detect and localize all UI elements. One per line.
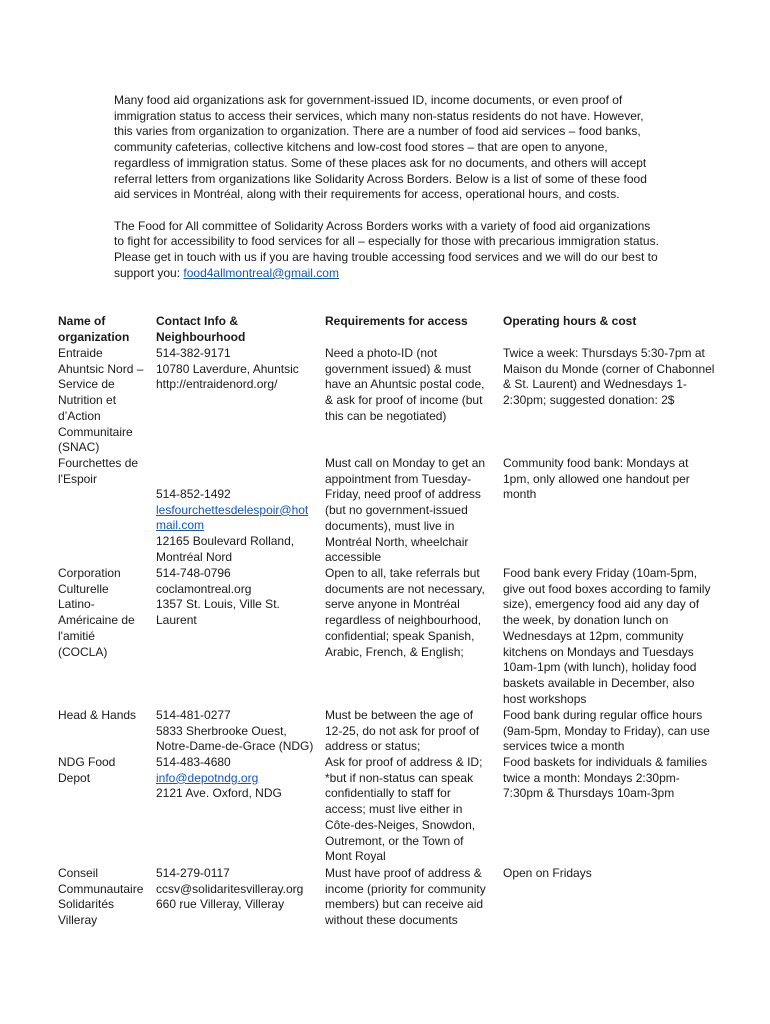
row-4-requirements: Must be between the age of 12-25, do not ask for proof of address or status;: [325, 708, 480, 754]
row-1-hours: Twice a week: Thursdays 5:30-7pm at Maison du Monde (corner of Chabonnel & St. Laurent) and Wednesdays 1-2:30pm; suggested donation: 2$: [503, 346, 715, 408]
row-5-phone: 514-483-4680: [156, 755, 231, 769]
row-3-hours: Food bank every Friday (10am-5pm, give out food boxes according to family size), emergency food aid any day of the week, by donation lunch on Wednesdays at 12pm, community kitchens on Mondays and Tuesdays 10am-1pm (with lunch), holiday food baskets available in December, also host workshops: [503, 566, 711, 706]
row-3-name: Corporation Culturelle Latino-Américaine de l'amitié (COCLA): [58, 566, 135, 659]
row-2-contact: [156, 487, 316, 566]
intro-paragraph-1: Many food aid organizations ask for government-issued ID, income documents, or even proof of immigration status to access their services, which many non-status residents do not have. However, this varies from organization to organization. There are a number of food aid services – food banks, community cafeterias, collective kitchens and low-cost food stores – that are open to anyone, regardless of immigration status. Some of these places ask for no documents, and others will accept referral letters from organizations like Solidarity Across Borders. Below is a list of some of these food aid services in Montréal, along with their requirements for access, operational hours, and costs.: [114, 93, 647, 202]
row-2-address: 12165 Boulevard Rolland, Montréal Nord: [156, 534, 295, 564]
row-1-website: http://entraidenord.org/: [156, 377, 278, 392]
row-3-website: coclamontreal.org: [156, 581, 252, 596]
row-3-address: 1357 St. Louis, Ville St. Laurent: [156, 597, 280, 628]
row-4-address: 5833 Sherbrooke Ouest, Notre-Dame-de-Grace (NDG): [156, 723, 314, 754]
row-5-requirements: Ask for proof of address & ID; *but if non-status can speak confidentially to staff for access; must live either in Côte-des-Neiges, Snowdon, Outremont, or the Town of Mont Royal: [325, 755, 483, 864]
header-name: Name of organization: [58, 314, 130, 344]
row-1-address: 10780 Laverdure, Ahuntsic: [156, 361, 299, 376]
intro-paragraph-2-text: The Food for All committee of Solidarity Across Borders works with a variety of food aid organizations to fight for accessibility to food services for all – especially for those with precarious immigration status. Please get in touch with us if you are having trouble accessing food services and we will do our best to support you:: [114, 218, 659, 280]
row-5-name: NDG Food Depot: [58, 755, 116, 785]
contact-email-link[interactable]: food4allmontreal@gmail.com: [183, 265, 339, 280]
row-4-contact: [156, 708, 316, 755]
row-5-hours: Food baskets for individuals & families twice a month: Mondays 2:30pm-7:30pm & Thursdays 10am-3pm: [503, 755, 708, 801]
row-5-email-link[interactable]: info@depotndg.org: [156, 770, 259, 785]
row-2-phone: 514-852-1492: [156, 487, 231, 501]
header-hours: Operating hours & cost: [503, 314, 637, 328]
row-2-name: Fourchettes de l'Espoir: [58, 456, 139, 486]
row-3-contact: [156, 566, 316, 629]
intro-section: [114, 93, 659, 281]
row-1-phone: 514-382-9171: [156, 346, 231, 360]
row-5-contact: [156, 755, 316, 802]
row-1-contact: [156, 346, 316, 393]
row-6-email: ccsv@solidaritesvilleray.org: [156, 881, 304, 896]
row-6-phone: 514-279-0117: [156, 866, 230, 880]
row-2-requirements: Must call on Monday to get an appointment from Tuesday-Friday, need proof of address (but no government-issued documents), must live in Montréal North, wheelchair accessible: [325, 456, 486, 565]
row-5-address: 2121 Ave. Oxford, NDG: [156, 786, 282, 801]
row-2-hours: Community food bank: Mondays at 1pm, only allowed one handout per month: [503, 456, 690, 502]
row-1-requirements: Need a photo-ID (not government issued) & must have an Ahuntsic postal code, & ask for proof of income (but this can be negotiated): [325, 346, 485, 423]
row-6-name: Conseil Communautaire Solidarités Villeray: [58, 866, 144, 928]
row-2-email-link[interactable]: lesfourchettesdelespoir@hotmail.com: [156, 502, 309, 533]
row-6-requirements: Must have proof of address & income (priority for community members) but can receive aid without these documents: [325, 866, 486, 928]
row-1-name: Entraide Ahuntsic Nord – Service de Nutrition et d’Action Communitaire (SNAC): [58, 346, 144, 455]
row-4-name: Head & Hands: [58, 708, 137, 722]
header-contact: Contact Info & Neighbourhood: [156, 314, 246, 344]
row-4-hours: Food bank during regular office hours (9am-5pm, Monday to Friday), can use services twice a month: [503, 708, 710, 754]
row-6-contact: [156, 866, 316, 913]
row-6-address: 660 rue Villeray, Villeray: [156, 897, 285, 912]
row-3-phone: 514-748-0796: [156, 566, 231, 580]
row-6-hours: Open on Fridays: [503, 866, 592, 880]
header-requirements: Requirements for access: [325, 314, 468, 328]
row-4-phone: 514-481-0277: [156, 708, 231, 722]
row-3-requirements: Open to all, take referrals but documents are not necessary, serve anyone in Montréal regardless of neighbourhood, confidential; speak Spanish, Arabic, French, & English;: [325, 566, 485, 659]
intro-paragraph-2: [114, 219, 659, 282]
